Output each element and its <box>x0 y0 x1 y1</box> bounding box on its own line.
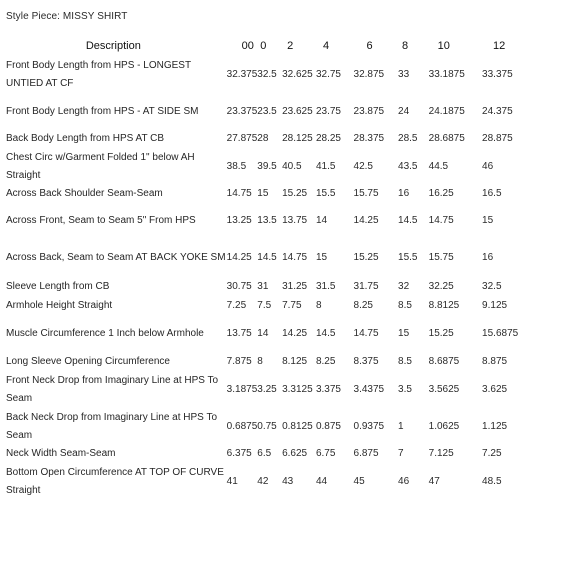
row-value: 43 <box>282 476 294 487</box>
row-value: 3.4375 <box>353 383 385 395</box>
row-value: 16.25 <box>428 188 454 199</box>
row-value: 32.5 <box>482 280 502 292</box>
row-value: 7.875 <box>226 356 252 367</box>
row-value: 3.1875 <box>226 383 258 395</box>
row-value: 47 <box>428 476 440 487</box>
row-value: 15.25 <box>428 328 454 339</box>
row-description: Neck Width Seam-Seam <box>6 448 116 459</box>
row-value: 13.5 <box>257 215 277 226</box>
row-description: Sleeve Length from CB <box>6 280 110 292</box>
row-value: 1.0625 <box>428 420 460 432</box>
row-value: 32.25 <box>428 280 454 292</box>
row-value: 6.75 <box>315 448 336 459</box>
row-value: 0.75 <box>257 420 277 432</box>
row-value: 0.8125 <box>282 420 313 432</box>
row-value: 16.5 <box>482 188 502 199</box>
row-value: 14.5 <box>257 252 277 263</box>
row-value: 28.25 <box>315 133 341 144</box>
row-value: 23.625 <box>282 105 313 117</box>
row-value: 38.5 <box>226 160 247 172</box>
size-column-header: 4 <box>322 40 330 52</box>
table-row <box>0 239 580 277</box>
row-value: 15.5 <box>315 188 336 199</box>
table-row <box>0 56 580 93</box>
row-value: 1 <box>398 420 404 432</box>
row-description: Bottom Open Circumference AT TOP OF CURVE Straight <box>6 467 224 496</box>
row-value: 46 <box>398 476 410 487</box>
table-row <box>0 148 580 185</box>
row-value: 39.5 <box>257 160 277 172</box>
row-value: 7.5 <box>257 299 272 311</box>
size-column-header: 12 <box>493 40 506 52</box>
row-value: 14.25 <box>226 252 252 263</box>
row-value: 44.5 <box>428 160 449 172</box>
row-value: 27.875 <box>226 133 258 144</box>
row-value: 15.75 <box>428 252 454 263</box>
row-value: 31 <box>257 280 269 292</box>
row-value: 15.5 <box>398 252 418 263</box>
size-column-header: 0 <box>260 40 267 52</box>
style-piece-title: Style Piece: MISSY SHIRT <box>6 11 128 22</box>
row-description: Back Body Length from HPS AT CB <box>6 133 165 144</box>
row-value: 6.5 <box>257 448 272 459</box>
row-value: 31.25 <box>282 280 308 292</box>
row-value: 14.75 <box>428 215 454 226</box>
row-value: 31.75 <box>353 280 379 292</box>
row-value: 24.375 <box>482 105 513 117</box>
row-value: 23.875 <box>353 105 385 117</box>
row-value: 28.375 <box>353 133 385 144</box>
row-value: 3.625 <box>482 383 508 395</box>
table-row <box>0 315 580 353</box>
row-value: 14.5 <box>398 215 418 226</box>
row-value: 0.6875 <box>226 420 258 432</box>
row-value: 13.25 <box>226 215 252 226</box>
row-value: 8 <box>257 356 263 367</box>
row-description: Long Sleeve Opening Circumference <box>6 356 170 367</box>
row-value: 32.625 <box>282 68 313 80</box>
row-value: 7.25 <box>226 299 247 311</box>
row-value: 24.1875 <box>428 105 465 117</box>
row-description: Front Body Length from HPS - LONGEST UNTIED AT CF <box>6 59 191 89</box>
row-value: 23.5 <box>257 105 277 117</box>
row-value: 46 <box>482 160 494 172</box>
row-value: 16 <box>398 188 410 199</box>
row-value: 7.75 <box>282 299 302 311</box>
row-value: 7 <box>398 448 404 459</box>
row-value: 15.25 <box>353 252 379 263</box>
row-value: 3.375 <box>315 383 341 395</box>
row-description: Chest Circ w/Garment Folded 1" below AH Straight <box>6 151 195 181</box>
table-row <box>0 130 580 148</box>
row-value: 48.5 <box>482 476 502 487</box>
row-value: 24 <box>398 105 410 117</box>
row-value: 42 <box>257 476 269 487</box>
row-description: Across Back Shoulder Seam-Seam <box>6 188 163 199</box>
row-value: 32 <box>398 280 410 292</box>
row-value: 13.75 <box>282 215 308 226</box>
row-value: 28.125 <box>282 133 313 144</box>
row-value: 6.375 <box>226 448 252 459</box>
row-description: Armhole Height Straight <box>6 299 113 311</box>
row-value: 3.5625 <box>428 383 460 395</box>
row-value: 42.5 <box>353 160 373 172</box>
row-description: Muscle Circumference 1 Inch below Armhole <box>6 328 204 339</box>
row-value: 8.5 <box>398 299 412 311</box>
size-column-header: 2 <box>287 40 294 52</box>
row-value: 6.625 <box>282 448 308 459</box>
table-row <box>0 93 580 130</box>
row-value: 15.75 <box>353 188 379 199</box>
row-value: 41 <box>226 476 238 487</box>
row-value: 8.25 <box>353 299 373 311</box>
row-value: 13.75 <box>226 328 252 339</box>
row-value: 8.6875 <box>428 356 460 367</box>
table-row <box>0 445 580 463</box>
row-value: 31.5 <box>315 280 336 292</box>
row-value: 41.5 <box>315 160 336 172</box>
row-value: 44 <box>315 476 328 487</box>
row-value: 15.25 <box>282 188 308 199</box>
row-value: 14 <box>257 328 269 339</box>
row-value: 23.75 <box>315 105 341 117</box>
size-column-header: 00 <box>241 40 254 52</box>
row-value: 33.1875 <box>428 68 465 80</box>
table-row <box>0 371 580 408</box>
table-row <box>0 296 580 315</box>
row-value: 32.75 <box>315 68 341 80</box>
row-value: 7.125 <box>428 448 454 459</box>
measurement-spec-table <box>0 36 580 501</box>
row-value: 15 <box>315 252 328 263</box>
row-value: 8.8125 <box>428 299 460 311</box>
row-value: 6.875 <box>353 448 379 459</box>
row-value: 43.5 <box>398 160 418 172</box>
row-value: 14.5 <box>315 328 336 339</box>
table-row <box>0 185 580 203</box>
row-value: 28 <box>257 133 269 144</box>
row-value: 14.75 <box>226 188 252 199</box>
table-header-row <box>0 36 580 56</box>
row-value: 33 <box>398 68 410 80</box>
size-column-header: 6 <box>366 40 373 52</box>
row-value: 14.75 <box>282 252 308 263</box>
row-value: 8 <box>315 299 322 311</box>
row-value: 3.5 <box>398 383 412 395</box>
row-value: 15.6875 <box>482 328 519 339</box>
row-value: 14 <box>315 215 328 226</box>
row-description: Across Back, Seam to Seam AT BACK YOKE SM <box>6 252 226 263</box>
table-row <box>0 463 580 501</box>
row-description: Front Body Length from HPS - AT SIDE SM <box>6 105 199 117</box>
table-row <box>0 408 580 445</box>
row-value: 3.3125 <box>282 383 313 395</box>
row-value: 0.875 <box>315 420 341 432</box>
row-value: 14.25 <box>353 215 379 226</box>
table-row <box>0 277 580 296</box>
row-value: 14.75 <box>353 328 379 339</box>
table-row <box>0 203 580 239</box>
row-value: 28.6875 <box>428 133 465 144</box>
description-column-header: Description <box>85 40 141 52</box>
row-description: Front Neck Drop from Imaginary Line at HPS To Seam <box>6 374 219 404</box>
row-value: 3.25 <box>257 383 277 395</box>
row-value: 16 <box>482 252 494 263</box>
row-value: 1.125 <box>482 420 508 432</box>
row-value: 40.5 <box>282 160 302 172</box>
row-description: Across Front, Seam to Seam 5" From HPS <box>6 215 196 226</box>
row-value: 32.375 <box>226 68 258 80</box>
size-column-header: 8 <box>402 40 409 52</box>
row-value: 28.5 <box>398 133 418 144</box>
table-row <box>0 353 580 371</box>
row-value: 8.5 <box>398 356 412 367</box>
size-column-header: 10 <box>437 40 450 52</box>
row-value: 14.25 <box>282 328 308 339</box>
row-value: 23.375 <box>226 105 258 117</box>
row-value: 15 <box>257 188 269 199</box>
row-value: 8.25 <box>315 356 336 367</box>
row-value: 7.25 <box>482 448 502 459</box>
row-value: 8.875 <box>482 356 508 367</box>
row-value: 15 <box>482 215 494 226</box>
row-description: Back Neck Drop from Imaginary Line at HPS To Seam <box>6 411 218 441</box>
row-value: 45 <box>353 476 365 487</box>
row-value: 33.375 <box>482 68 513 80</box>
row-value: 0.9375 <box>353 420 385 432</box>
row-value: 28.875 <box>482 133 513 144</box>
row-value: 8.375 <box>353 356 379 367</box>
row-value: 9.125 <box>482 299 508 311</box>
row-value: 15 <box>398 328 410 339</box>
row-value: 32.875 <box>353 68 385 80</box>
row-value: 32.5 <box>257 68 277 80</box>
row-value: 8.125 <box>282 356 308 367</box>
row-value: 30.75 <box>226 280 252 292</box>
